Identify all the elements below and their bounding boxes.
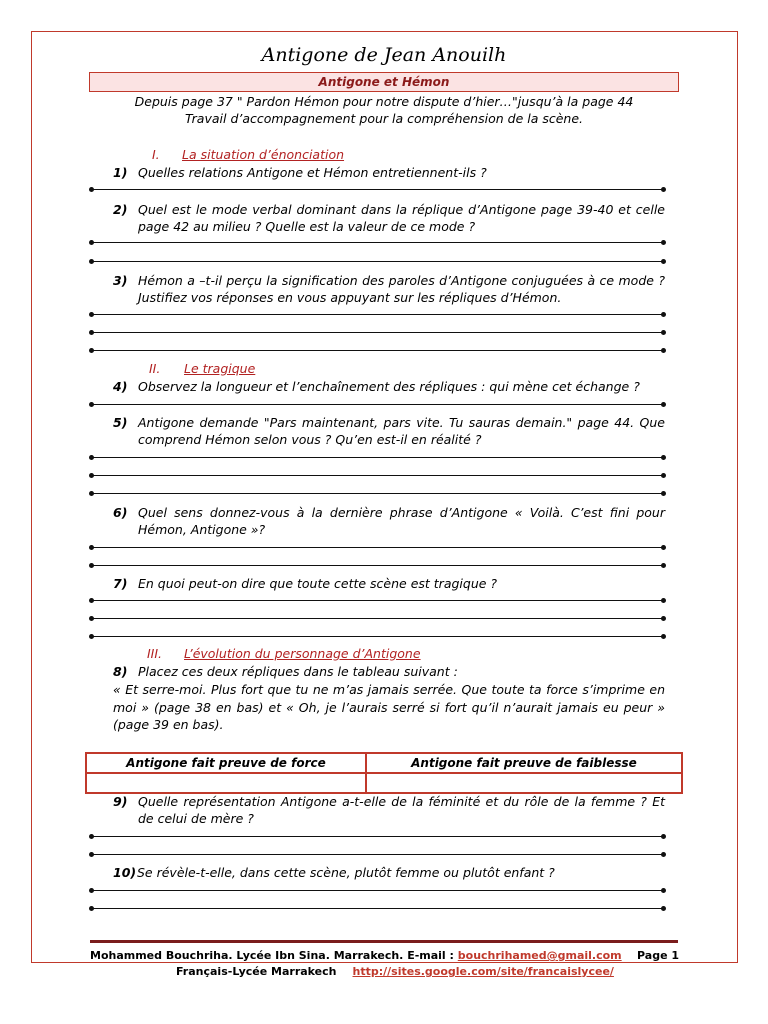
- answer-line[interactable]: [92, 618, 663, 619]
- question-text: Observez la longueur et l’enchaînement des répliques : qui mène cet échange ?: [138, 379, 640, 394]
- question-6: [113, 504, 665, 538]
- answer-line[interactable]: [92, 890, 663, 891]
- question-text: Quel sens donnez-vous à la dernière phrase d’Antigone « Voilà. C’est fini pour Hémon, Antigone »?: [138, 505, 665, 537]
- question-2: [113, 201, 665, 235]
- table-header-force: Antigone fait preuve de force: [86, 753, 366, 773]
- intro-line-2: Travail d’accompagnement pour la compréhension de la scène.: [185, 111, 583, 126]
- page-number: Page 1: [637, 949, 680, 962]
- answer-line[interactable]: [92, 261, 663, 262]
- answer-line[interactable]: [92, 189, 663, 190]
- section-1-heading: [152, 147, 344, 162]
- question-3: [113, 272, 665, 306]
- footer-url-link[interactable]: http://sites.google.com/site/francaislycee/: [352, 965, 614, 978]
- table-header-weakness: Antigone fait preuve de faiblesse: [366, 753, 682, 773]
- footer-site-label: Français-Lycée Marrakech: [176, 965, 337, 978]
- page-title: Antigone de Jean Anouilh: [261, 44, 507, 66]
- question-number: 3): [113, 273, 128, 288]
- question-text: Quelles relations Antigone et Hémon entretiennent-ils ?: [138, 165, 487, 180]
- question-9: [113, 793, 665, 827]
- question-text: Antigone demande "Pars maintenant, pars vite. Tu sauras demain." page 44. Que comprend Hémon selon vous ? Qu’en est-il en réalité ?: [138, 415, 665, 447]
- table-cell-weakness[interactable]: [366, 773, 682, 793]
- question-number: 2): [113, 202, 128, 217]
- question-number: 9): [113, 794, 128, 809]
- section-title: La situation d’énonciation: [182, 147, 345, 162]
- footer-author-line: [90, 949, 622, 962]
- question-number: 5): [113, 415, 128, 430]
- subtitle-banner: Antigone et Hémon: [89, 72, 679, 92]
- question-number: 10): [113, 865, 137, 880]
- answer-line[interactable]: [92, 493, 663, 494]
- question-number: 4): [113, 379, 128, 394]
- answer-line[interactable]: [92, 547, 663, 548]
- intro-line-1: Depuis page 37 " Pardon Hémon pour notre dispute d’hier…"jusqu’à la page 44: [134, 94, 634, 109]
- question-10: [113, 864, 665, 881]
- question-text: Placez ces deux répliques dans le tableau suivant :: [138, 664, 458, 679]
- footer-divider: [90, 940, 678, 943]
- question-text: Se révèle-t-elle, dans cette scène, plutôt femme ou plutôt enfant ?: [137, 865, 555, 880]
- answer-line[interactable]: [92, 475, 663, 476]
- footer-site-line: [176, 965, 614, 978]
- footer-author: Mohammed Bouchriha. Lycée Ibn Sina. Marrakech. E-mail :: [90, 949, 458, 962]
- question-text: Quelle représentation Antigone a-t-elle de la féminité et du rôle de la femme ? Et de celui de mère ?: [138, 794, 665, 826]
- answer-line[interactable]: [92, 242, 663, 243]
- answer-line[interactable]: [92, 600, 663, 601]
- answer-line[interactable]: [92, 854, 663, 855]
- quote-paragraph: « Et serre-moi. Plus fort que tu ne m’as jamais serrée. Que toute ta force s’imprime en moi » (page 38 en bas) et « Oh, je l’aurais serré si fort qu’il n’aurait jamais eu peur » (page 39 en bas).: [113, 682, 665, 732]
- section-title: Le tragique: [184, 361, 256, 376]
- question-text: En quoi peut-on dire que toute cette scène est tragique ?: [138, 576, 498, 591]
- question-5: [113, 414, 665, 448]
- section-number: I.: [152, 147, 160, 162]
- question-8: [113, 663, 665, 680]
- answer-line[interactable]: [92, 836, 663, 837]
- question-number: 1): [113, 165, 128, 180]
- answer-line[interactable]: [92, 350, 663, 351]
- answer-line[interactable]: [92, 908, 663, 909]
- answer-line[interactable]: [92, 457, 663, 458]
- question-7: [113, 575, 665, 592]
- question-text: Quel est le mode verbal dominant dans la réplique d’Antigone page 39-40 et celle page 42 au milieu ? Quelle est la valeur de ce mode ?: [138, 202, 665, 234]
- force-weakness-table: [85, 752, 683, 794]
- answer-line[interactable]: [92, 565, 663, 566]
- question-number: 7): [113, 576, 128, 591]
- section-2-heading: [149, 361, 255, 376]
- section-3-heading: [147, 646, 421, 661]
- answer-line[interactable]: [92, 636, 663, 637]
- footer-email-link[interactable]: bouchrihamed@gmail.com: [457, 949, 622, 962]
- section-title: L’évolution du personnage d’Antigone: [184, 646, 421, 661]
- answer-line[interactable]: [92, 314, 663, 315]
- question-number: 6): [113, 505, 128, 520]
- answer-line[interactable]: [92, 404, 663, 405]
- table-cell-force[interactable]: [86, 773, 366, 793]
- question-text: Hémon a –t-il perçu la signification des paroles d’Antigone conjuguées à ce mode ? Justifiez vos réponses en vous appuyant sur les répliques d’Hémon.: [138, 273, 665, 305]
- section-number: II.: [149, 361, 161, 376]
- answer-line[interactable]: [92, 332, 663, 333]
- section-number: III.: [147, 646, 163, 661]
- question-number: 8): [113, 664, 128, 679]
- question-1: [113, 164, 665, 181]
- question-4: [113, 378, 665, 395]
